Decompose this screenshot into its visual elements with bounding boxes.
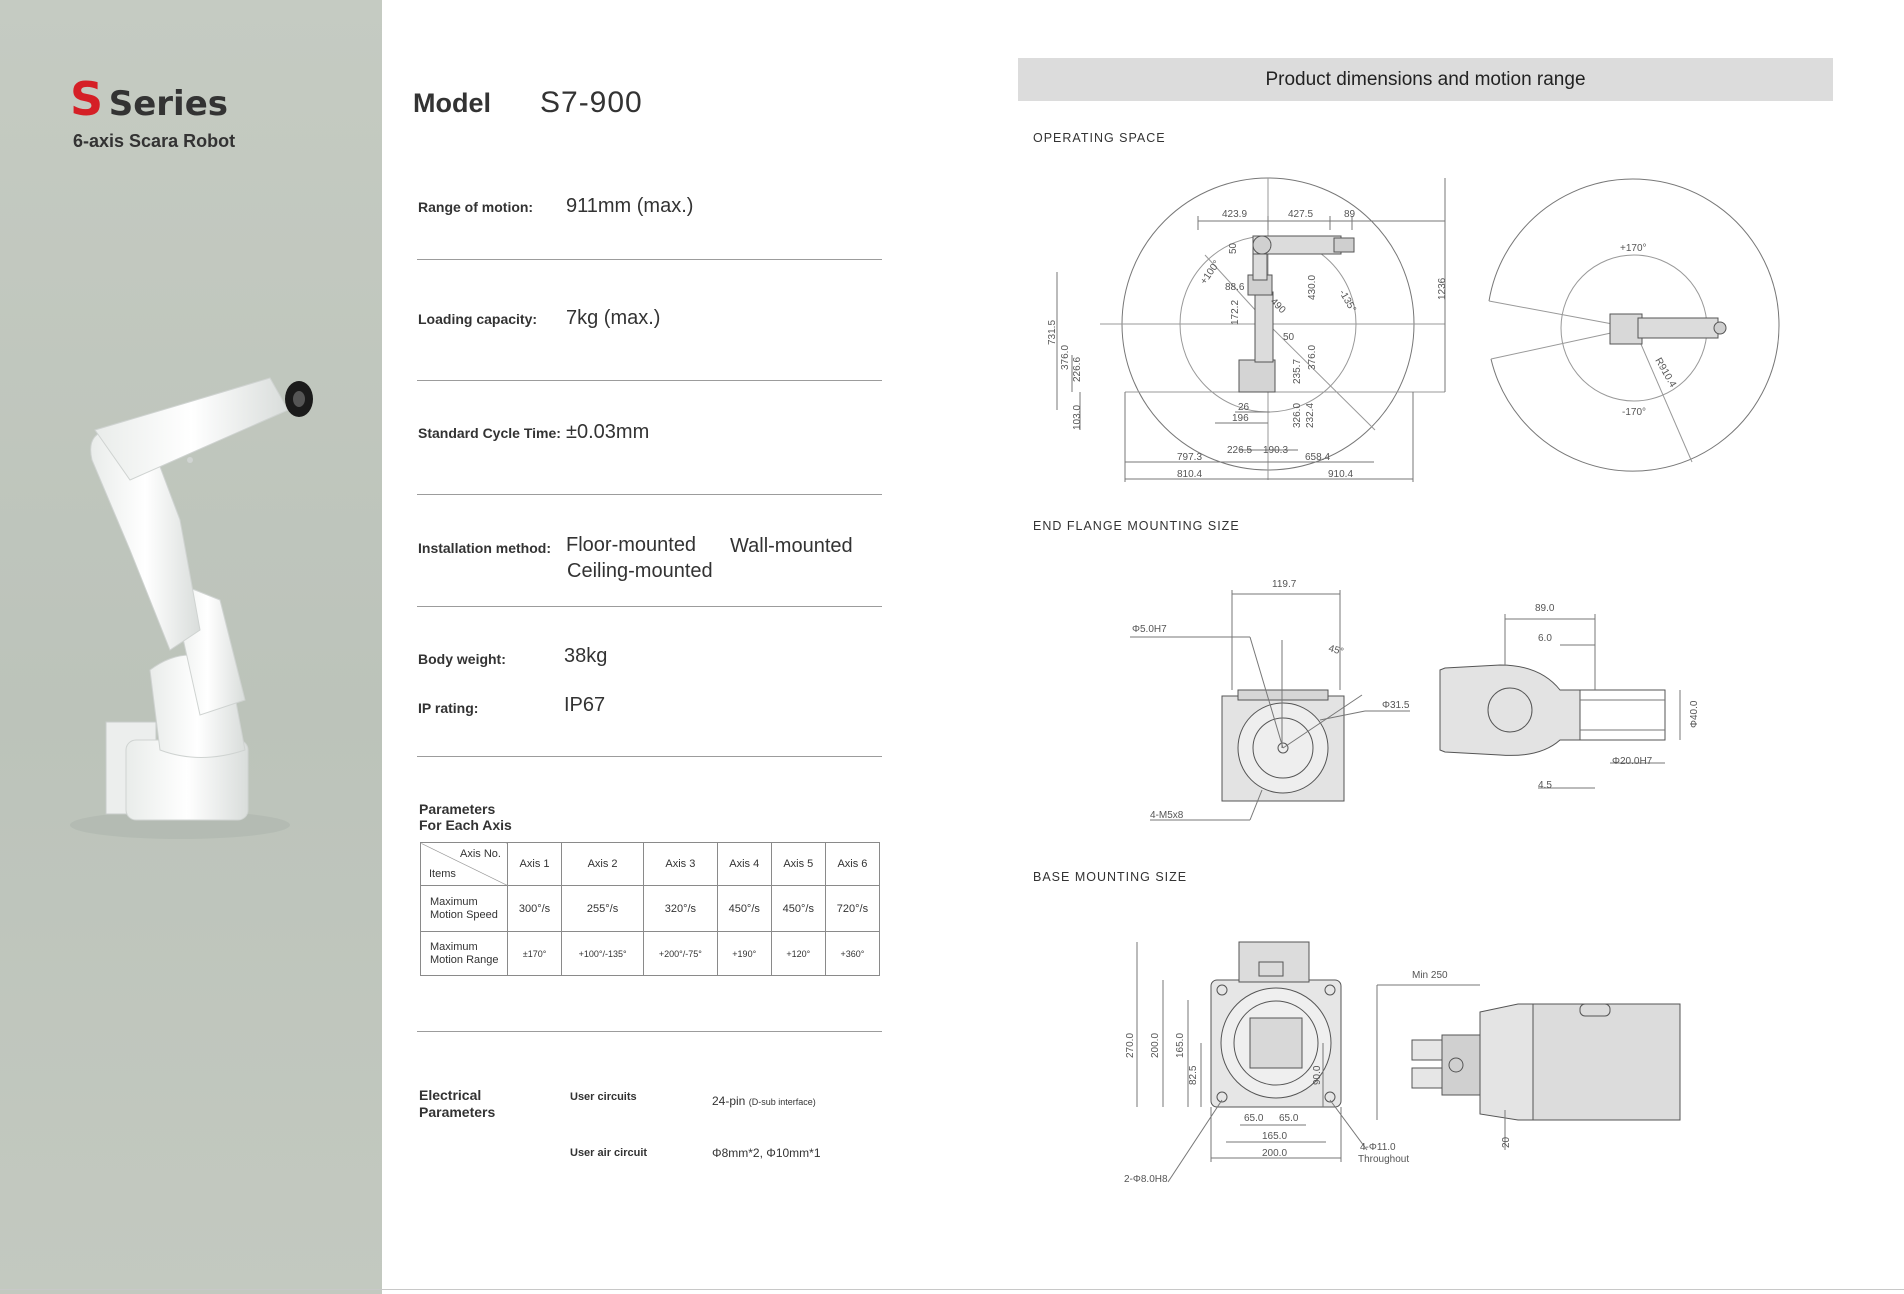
svg-text:376.0: 376.0: [1060, 344, 1071, 370]
table-cell: 720°/s: [825, 886, 879, 932]
svg-text:165.0: 165.0: [1262, 1131, 1288, 1142]
axis-params-title: Parameters For Each Axis: [419, 801, 512, 833]
ip-value: IP67: [564, 694, 606, 716]
base-heading: BASE MOUNTING SIZE: [1033, 870, 1188, 884]
svg-text:-135°: -135°: [1336, 288, 1358, 315]
svg-text:810.4: 810.4: [1177, 469, 1203, 480]
svg-text:88.6: 88.6: [1225, 282, 1245, 293]
svg-text:200.0: 200.0: [1150, 1032, 1161, 1058]
user-air-value: Φ8mm*2, Φ10mm*1: [712, 1146, 821, 1160]
row-label: Maximum Motion Range: [421, 932, 508, 976]
install-wall: Wall-mounted: [730, 535, 853, 557]
svg-text:+170°: +170°: [1620, 243, 1647, 254]
svg-text:Min 250: Min 250: [1412, 970, 1448, 981]
page-bottom-border: [0, 1289, 1904, 1290]
install-label: Installation method:: [418, 540, 551, 556]
svg-text:4-M5x8: 4-M5x8: [1150, 810, 1184, 821]
svg-text:427.5: 427.5: [1288, 209, 1314, 220]
cycle-label: Standard Cycle Time:: [418, 425, 561, 441]
model-label: Model: [413, 88, 491, 118]
table-cell: +190°: [717, 932, 771, 976]
axis-header: Axis 6: [825, 843, 879, 886]
table-cell: 450°/s: [717, 886, 771, 932]
svg-text:423.9: 423.9: [1222, 209, 1248, 220]
table-cell: 255°/s: [562, 886, 644, 932]
svg-text:190.3: 190.3: [1263, 445, 1289, 456]
ip-label: IP rating:: [418, 700, 479, 716]
svg-text:490: 490: [1267, 296, 1288, 316]
table-cell: ±170°: [508, 932, 562, 976]
svg-text:196: 196: [1232, 413, 1249, 424]
model-value: S7-900: [540, 86, 643, 119]
svg-text:226.5: 226.5: [1227, 445, 1253, 456]
product-subtitle: 6-axis Scara Robot: [73, 131, 236, 151]
svg-text:Φ40.0: Φ40.0: [1689, 700, 1700, 728]
svg-text:797.3: 797.3: [1177, 452, 1203, 463]
svg-text:4.5: 4.5: [1538, 780, 1552, 791]
svg-text:+100°: +100°: [1198, 258, 1223, 287]
svg-text:Φ5.0H7: Φ5.0H7: [1132, 624, 1167, 635]
operating-space-heading: OPERATING SPACE: [1033, 131, 1166, 145]
svg-text:Throughout: Throughout: [1358, 1154, 1410, 1165]
install-ceiling: Ceiling-mounted: [567, 560, 713, 582]
install-floor: Floor-mounted: [566, 534, 697, 556]
svg-text:90.0: 90.0: [1312, 1065, 1323, 1085]
weight-label: Body weight:: [418, 651, 506, 667]
table-cell: 320°/s: [644, 886, 718, 932]
table-corner-cell: Axis No. Items: [421, 843, 508, 886]
svg-text:376.0: 376.0: [1307, 344, 1318, 370]
axis-header: Axis 2: [562, 843, 644, 886]
user-circuits-label: User circuits: [570, 1091, 637, 1103]
operating-side-view: [1057, 178, 1445, 482]
user-air-label: User air circuit: [570, 1147, 648, 1159]
table-cell: +100°/-135°: [562, 932, 644, 976]
flange-heading: END FLANGE MOUNTING SIZE: [1033, 519, 1240, 533]
axis-header: Axis 3: [644, 843, 718, 886]
svg-text:2-Φ8.0H8: 2-Φ8.0H8: [1124, 1174, 1168, 1185]
svg-text:Φ20.0H7: Φ20.0H7: [1612, 756, 1653, 767]
svg-text:165.0: 165.0: [1175, 1032, 1186, 1058]
row-label: Maximum Motion Speed: [421, 886, 508, 932]
svg-text:Φ31.5: Φ31.5: [1382, 700, 1410, 711]
svg-text:232.4: 232.4: [1305, 402, 1316, 428]
user-circuits-value: 24-pin (D-sub interface): [712, 1094, 816, 1108]
table-cell: +360°: [825, 932, 879, 976]
svg-text:430.0: 430.0: [1307, 274, 1318, 300]
dimensions-banner: Product dimensions and motion range: [1018, 58, 1833, 101]
svg-text:-170°: -170°: [1622, 407, 1647, 418]
svg-text:910.4: 910.4: [1328, 469, 1354, 480]
cycle-value: ±0.03mm: [566, 421, 650, 443]
svg-text:731.5: 731.5: [1047, 319, 1058, 345]
axis-header: Axis 1: [508, 843, 562, 886]
svg-text:270.0: 270.0: [1125, 1032, 1136, 1058]
electrical-title: Electrical Parameters: [419, 1087, 496, 1120]
weight-value: 38kg: [564, 645, 608, 667]
svg-text:1236: 1236: [1437, 277, 1448, 300]
svg-text:65.0: 65.0: [1279, 1113, 1299, 1124]
svg-text:658.4: 658.4: [1305, 452, 1331, 463]
range-label: Range of motion:: [418, 199, 534, 215]
range-value: 911mm (max.): [566, 195, 694, 217]
svg-text:235.7: 235.7: [1292, 358, 1303, 384]
svg-text:R910.4: R910.4: [1652, 356, 1679, 390]
svg-text:119.7: 119.7: [1272, 579, 1297, 590]
axis-header: Axis 5: [771, 843, 825, 886]
svg-text:226.6: 226.6: [1072, 356, 1083, 382]
flange-front-view: [1130, 590, 1410, 820]
svg-text:326.0: 326.0: [1292, 402, 1303, 428]
operating-top-view: [1489, 179, 1779, 471]
base-side-view: [1377, 985, 1680, 1150]
svg-text:65.0: 65.0: [1244, 1113, 1264, 1124]
svg-text:89.0: 89.0: [1535, 603, 1555, 614]
svg-text:4-Φ11.0: 4-Φ11.0: [1360, 1142, 1396, 1153]
svg-text:50: 50: [1228, 242, 1239, 254]
svg-text:89: 89: [1344, 209, 1356, 220]
table-cell: 300°/s: [508, 886, 562, 932]
axis-header: Axis 4: [717, 843, 771, 886]
svg-text:200.0: 200.0: [1262, 1148, 1288, 1159]
svg-text:82.5: 82.5: [1188, 1065, 1199, 1085]
load-label: Loading capacity:: [418, 311, 538, 327]
svg-text:26: 26: [1238, 402, 1250, 413]
load-value: 7kg (max.): [566, 307, 661, 329]
svg-text:6.0: 6.0: [1538, 633, 1552, 644]
svg-text:172.2: 172.2: [1230, 299, 1241, 325]
svg-text:103.0: 103.0: [1072, 404, 1083, 430]
table-cell: +200°/-75°: [644, 932, 718, 976]
series-letter: S: [70, 72, 104, 126]
table-cell: +120°: [771, 932, 825, 976]
base-front-view: [1137, 942, 1367, 1182]
svg-text:20: 20: [1501, 1136, 1512, 1148]
table-cell: 450°/s: [771, 886, 825, 932]
operating-side-labels: [1047, 209, 1448, 480]
series-word: Series: [108, 84, 228, 124]
svg-text:50: 50: [1283, 332, 1295, 343]
svg-text:45°: 45°: [1327, 643, 1345, 658]
